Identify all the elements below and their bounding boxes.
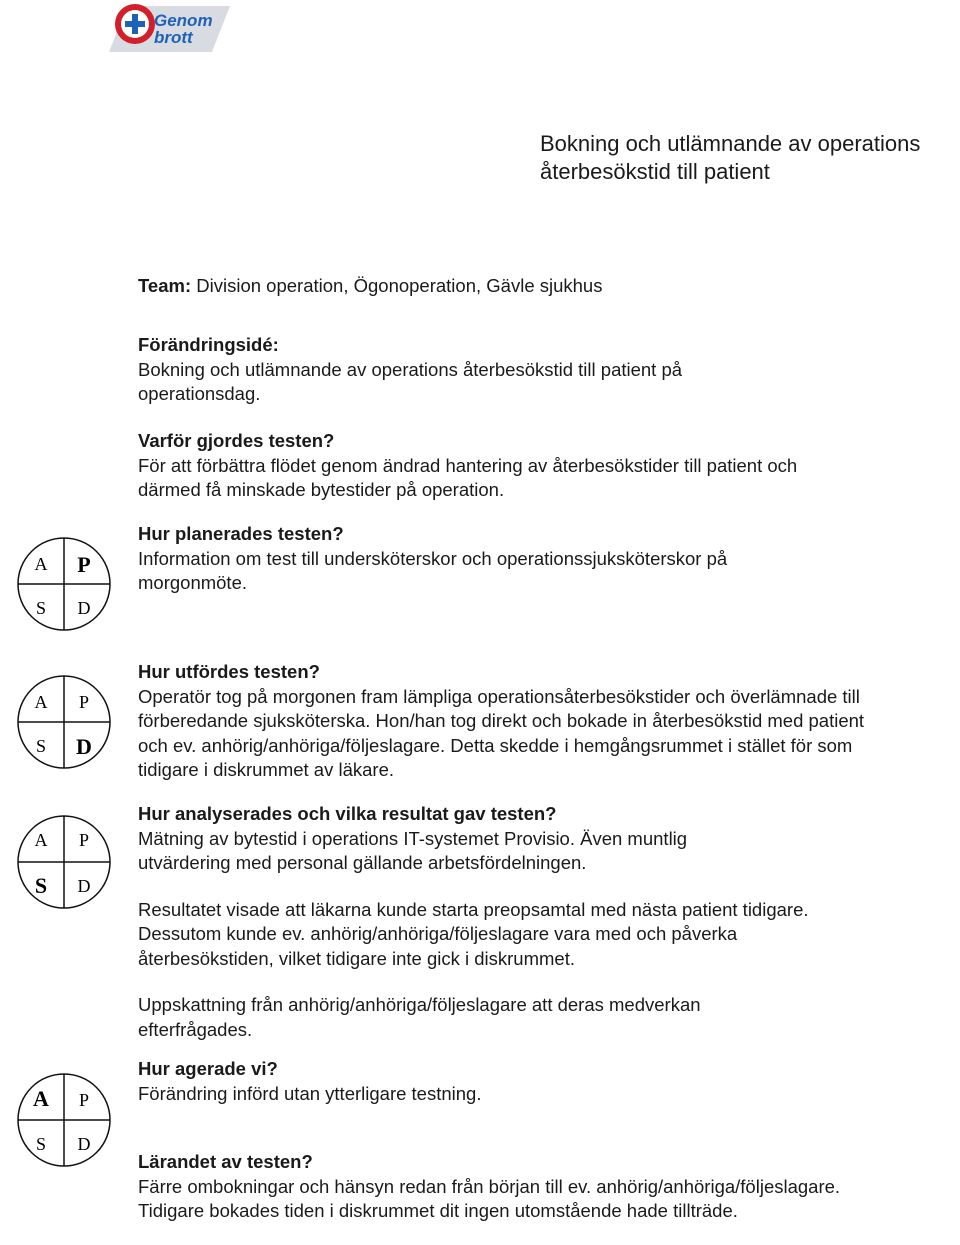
pdsa-cycle-do [12,660,112,760]
pdsa-letter-d: D [77,876,91,896]
pdsa-cycle-study [12,800,112,900]
learning-heading: Lärandet av testen? [138,1151,313,1172]
logo-wordmark [154,12,234,46]
act-heading: Hur agerade vi? [138,1058,278,1079]
team-value: Division operation, Ögonoperation, Gävle sjukhus [191,275,603,296]
change-idea-section [138,333,838,407]
do-heading: Hur utfördes testen? [138,661,320,682]
do-section [138,660,865,783]
pdsa-letter-s: S [34,873,48,898]
pdsa-letter-d: D [77,1134,91,1154]
study-text-1: Mätning av bytestid i operations IT-systemet Provisio. Även muntlig utvärdering med personal gällande arbetsfördelningen. [138,827,688,873]
act-text: Förändring införd utan ytterligare testning. [138,1082,482,1104]
pdsa-letter-p: P [78,1090,90,1110]
change-idea-heading: Förändringsidé: [138,334,279,355]
learning-text: Färre ombokningar och hänsyn redan från början till ev. anhörig/anhöriga/följeslagare. Tidigare bokades tiden i diskrummet dit ingen utomstående hade tillträde. [138,1175,841,1221]
pdsa-letter-s: S [35,598,47,618]
pdsa-cycle-plan [12,522,112,622]
pdsa-letter-p: P [77,552,91,577]
pdsa-letter-p: P [78,692,90,712]
study-text-2: Resultatet visade att läkarna kunde starta preopsamtal med nästa patient tidigare. Dessutom kunde ev. anhörig/anhöriga/följeslagare vara med och påverka återbesökstiden, vilket tidigare inte gick i diskrummet. [138,898,809,969]
act-section [138,1057,838,1106]
pdsa-cycle-act [12,1058,112,1158]
team-label: Team: [138,275,192,296]
study-section [138,802,838,1042]
pdsa-letter-a: A [34,692,48,712]
pdsa-letter-s: S [35,736,47,756]
plan-section [138,522,838,596]
page-title: Bokning och utlämnande av operations återbesökstid till patient [540,131,921,184]
why-section [138,429,838,503]
pdsa-letter-a: A [34,830,48,850]
pdsa-letter-s: S [35,1134,47,1154]
plan-text: Information om test till undersköterskor och operationssjuksköterskor på morgonmöte. [138,547,728,593]
pdsa-letter-p: P [78,830,90,850]
pdsa-letter-a: A [34,554,48,574]
pdsa-letter-d: D [76,734,92,759]
logo-text-line1: Genom [154,11,213,30]
learning-section [138,1150,841,1224]
logo-text-line2: brott [154,28,193,47]
pdsa-letter-d: D [77,598,91,618]
team-section [138,274,838,299]
study-heading: Hur analyserades och vilka resultat gav testen? [138,803,557,824]
why-text: För att förbättra flödet genom ändrad hantering av återbesökstider till patient och därmed få minskade bytestider på operation. [138,454,798,500]
study-text-3: Uppskattning från anhörig/anhöriga/följeslagare att deras medverkan efterfrågades. [138,994,701,1040]
change-idea-text: Bokning och utlämnande av operations återbesökstid till patient på operationsdag. [138,358,683,404]
do-text: Operatör tog på morgonen fram lämpliga operationsåterbesökstider och överlämnade till förberedande sjuksköterska. Hon/han tog direkt och bokade in återbesökstid med patient och ev. anhörig/anhöriga/följeslagare. Detta skedde i hemgångsrummet i stället för som tidigare i diskrummet av läkare. [138,685,865,780]
plan-heading: Hur planerades testen? [138,523,344,544]
why-heading: Varför gjordes testen? [138,430,335,451]
pdsa-letter-a: A [33,1086,49,1111]
